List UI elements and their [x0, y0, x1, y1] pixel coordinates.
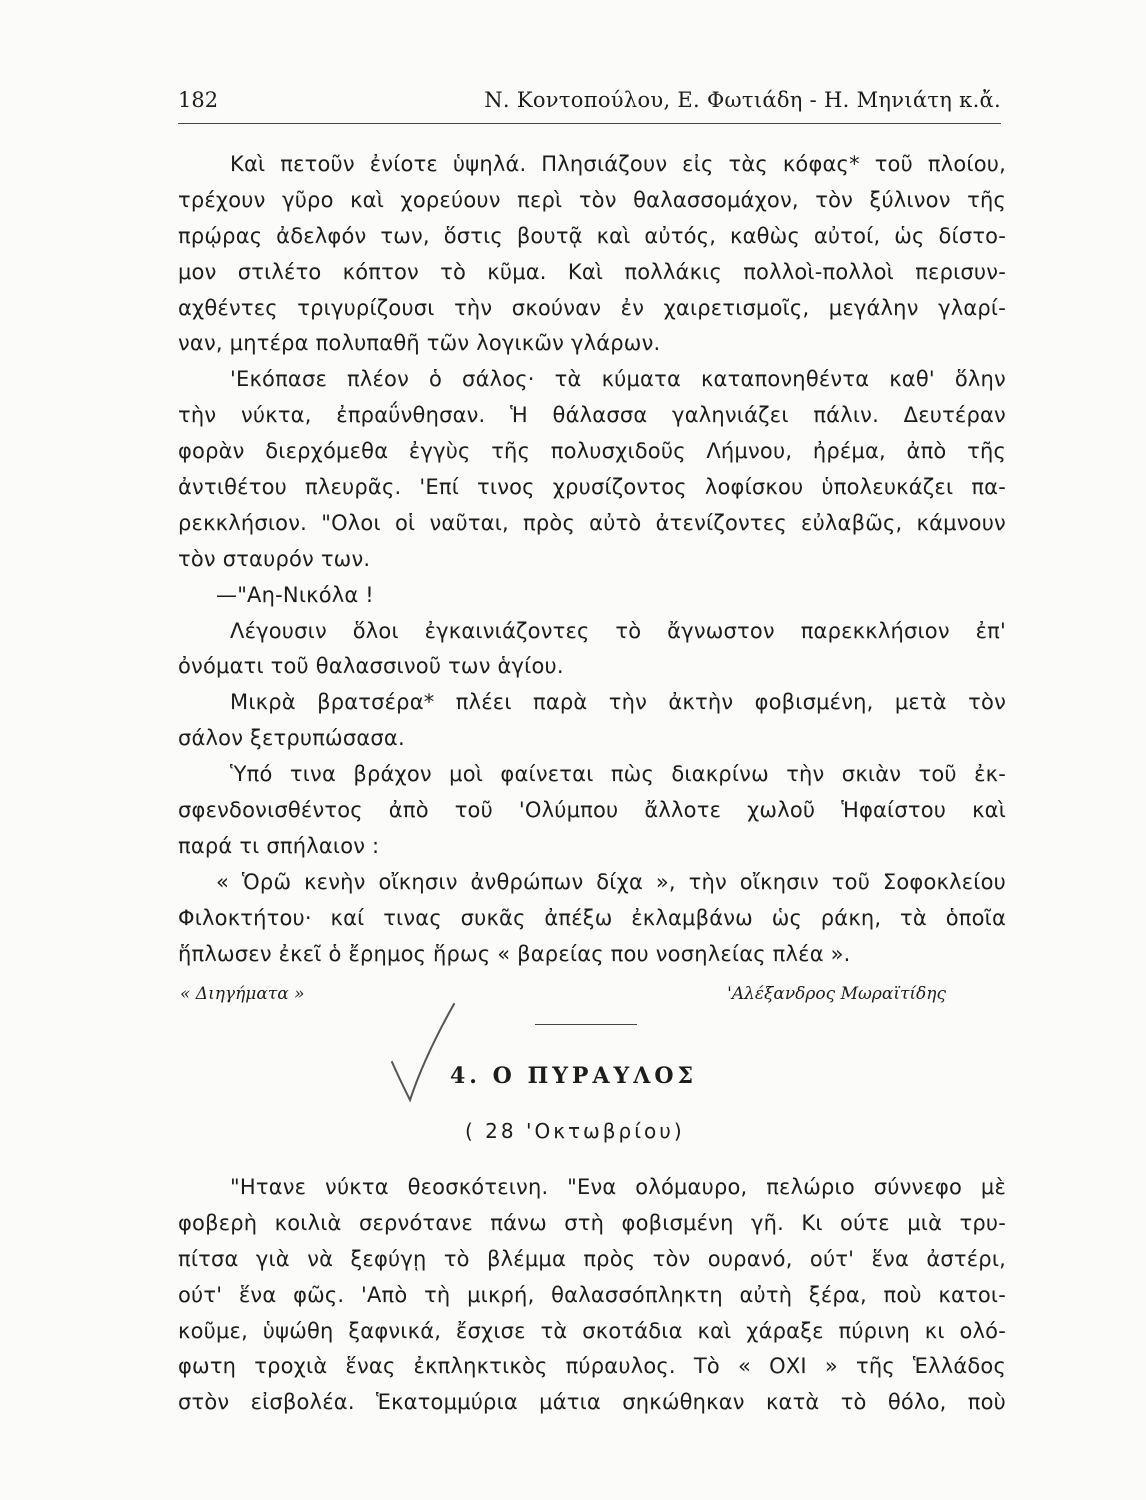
text-line: φοβερὴ κοιλιὰ σερνότανε πάνω στὴ φοβισμένη γῆ. Κι ούτε μιὰ τρυ-: [178, 1210, 1006, 1235]
running-title: Ν. Κοντοπούλου, Ε. Φωτιάδη - Η. Μηνιάτη κ.ἄ.: [484, 88, 1001, 112]
text-line: αχθέντες τριγυρίζουσι τὴν σκούναν ἐν χαιρετισμοῖς, μεγάλην γλαρί-: [178, 295, 1006, 320]
text-line: κοῦμε, ὑψώθη ξαφνικά, ἔσχισε τὰ σκοτάδια καὶ χάραξε πύρινη κι ολό-: [178, 1318, 1006, 1343]
text-line: παρά τι σπήλαιον :: [178, 833, 380, 858]
text-line: Λέγουσιν ὅλοι ἐγκαινιάζοντες τὸ ἄγνωστον παρεκκλήσιον ἐπ': [230, 618, 1006, 643]
text-line: τὴν νύκτα, ἐπραΰνθησαν. Ἡ θάλασσα γαληνιάζει πάλιν. Δευτέραν: [178, 403, 1006, 428]
text-line: —"Αη-Νικόλα !: [216, 582, 374, 607]
text-line: στὸν εἰσβολέα. Ἑκατομμύρια μάτια σηκώθηκαν κατὰ τὸ θόλο, ποὺ: [178, 1390, 1006, 1415]
text-line: "Ητανε νύκτα θεοσκότεινη. "Ενα ολόμαυρο, πελώριο σύννεφο μὲ: [230, 1175, 1006, 1199]
text-line: πρῴρας ἀδελφόν των, ὅστις βουτᾷ καὶ αὐτός, καθὼς αὐτοί, ὡς δίστο-: [178, 223, 1006, 248]
section-title: 4. Ο ΠΥΡΑΥΛΟΣ: [450, 1063, 698, 1089]
text-line: 'Εκόπασε πλέον ὁ σάλος· τὰ κύματα καταπονηθέντα καθ' ὅλην: [230, 367, 1006, 392]
text-line: φορὰν διερχόμεθα ἐγγὺς τῆς πολυσχιδοῦς Λήμνου, ἠρέμα, ἀπὸ τῆς: [178, 439, 1006, 464]
text-line: τὸν σταυρόν των.: [178, 546, 371, 571]
header-rule: [178, 123, 1001, 124]
text-line: « Ὁρῶ κενὴν οἴκησιν ἀνθρώπων δίχα », τὴν οἴκησιν τοῦ Σοφοκλείου: [216, 869, 1006, 894]
text-line: πίτσα γιὰ νὰ ξεφύγῃ τὸ βλέμμα πρὸς τὸν ουρανό, ούτ' ἕνα ἀστέρι,: [178, 1246, 1006, 1271]
passage-2: [178, 1170, 1006, 1421]
text-line: Φιλοκτήτου· καί τινας συκᾶς ἀπέξω ἐκλαμβάνω ὡς ράκη, τὰ ὁποῖα: [178, 905, 1006, 930]
text-line: ἥπλωσεν ἐκεῖ ὁ ἔρημος ἥρως « βαρείας που νοσηλείας πλέα ».: [178, 941, 851, 966]
attribution: [180, 984, 946, 1014]
section-date: ( 28 'Οκτωβρίου): [465, 1119, 685, 1143]
text-line: φωτη τροχιὰ ἕνας ἐκπληκτικὸς πύραυλος. Τὸ « ΟΧΙ » τῆς Ἑλλάδος: [178, 1354, 1006, 1379]
text-line: ρεκκλήσιον. "Ολοι οἱ ναῦται, πρὸς αὐτὸ ἀτενίζοντες εὐλαβῶς, κάμνουν: [178, 510, 1006, 535]
passage-1: [178, 147, 1006, 972]
section-divider: [535, 1024, 637, 1025]
source-title: « Διηγήματα »: [180, 984, 305, 1004]
text-line: ἀντιθέτου πλευρᾶς. 'Επί τινος χρυσίζοντος λοφίσκου ὑπολευκάζει πα-: [178, 475, 1006, 500]
author-name: 'Αλέξανδρος Μωραϊτίδης: [727, 984, 946, 1004]
page-number: 182: [178, 88, 219, 112]
text-line: μον στιλέτο κόπτον τὸ κῦμα. Καὶ πολλάκις πολλοὶ-πολλοὶ περισυν-: [178, 259, 1006, 284]
handwritten-checkmark-icon: [380, 1000, 470, 1110]
text-line: σάλον ξετρυπώσασα.: [178, 726, 405, 751]
text-line: ούτ' ἕνα φῶς. 'Απὸ τὴ μικρή, θαλασσόπληκτη αὐτὴ ξέρα, ποὺ κατοι-: [178, 1282, 1006, 1307]
text-line: Ὑπό τινα βράχον μοὶ φαίνεται πὼς διακρίνω τὴν σκιὰν τοῦ ἐκ-: [230, 762, 1006, 787]
running-head: [178, 88, 1001, 118]
text-line: ὀνόματι τοῦ θαλασσινοῦ των ἁγίου.: [178, 654, 564, 679]
text-line: σφενδονισθέντος ἀπὸ τοῦ 'Ολύμπου ἄλλοτε χωλοῦ Ἡφαίστου καὶ: [178, 798, 1006, 823]
text-line: ναν, μητέρα πολυπαθῆ τῶν λογικῶν γλάρων.: [178, 331, 661, 356]
text-line: Μικρὰ βρατσέρα* πλέει παρὰ τὴν ἀκτὴν φοβισμένη, μετὰ τὸν: [230, 690, 1006, 715]
text-line: τρέχουν γῦρο καὶ χορεύουν περὶ τὸν θαλασσομάχον, τὸν ξύλινον τῆς: [178, 187, 1006, 212]
text-line: Καὶ πετοῦν ἐνίοτε ὑψηλά. Πλησιάζουν εἰς τὰς κόφας* τοῦ πλοίου,: [230, 152, 1006, 176]
